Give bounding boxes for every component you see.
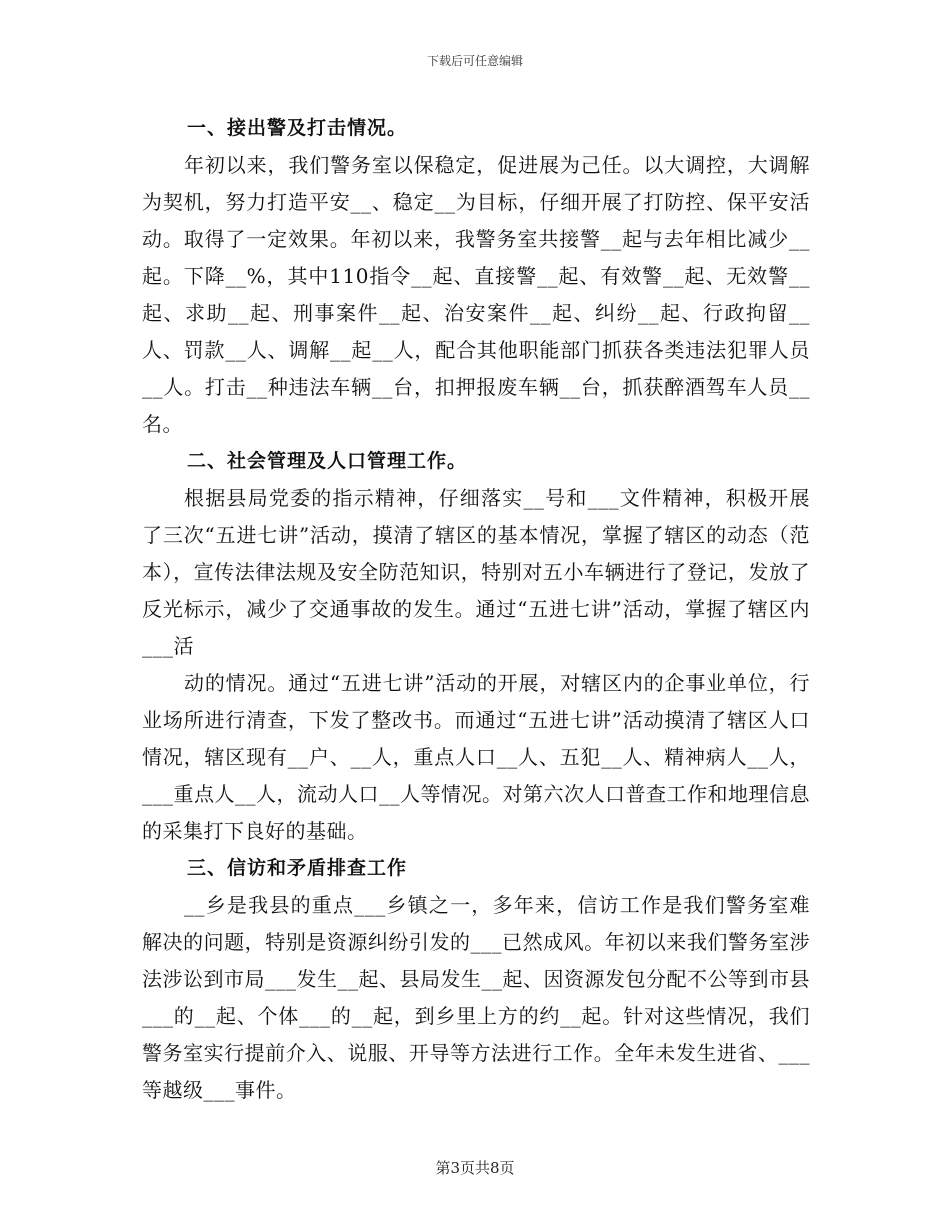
- page-header-note: 下载后可任意编辑: [426, 54, 523, 68]
- page-number: 第3页共8页: [435, 1159, 515, 1177]
- section-2-paragraph-2: 动的情况。通过“五进七讲”活动的开展，对辖区内的企事业单位，行业场所进行清查，下发了整改书。而通过“五进七讲”活动摸清了辖区人口情况，辖区现有__户、__人，重点人口__人、五犯__人、精神病人__人，___重点人__人，流动人口__人等情况。对第六次人口普查工作和地理信息的采集打下良好的基础。: [142, 671, 810, 843]
- section-heading-3: 三、信访和矛盾排查工作: [187, 857, 408, 879]
- section-3-paragraph: __乡是我县的重点___乡镇之一，多年来，信访工作是我们警务室难解决的问题，特别是资源纠纷引发的___已然成风。年初以来我们警务室涉法涉讼到市局___发生__起、县局发生__起、因资源发包分配不公等到市县___的__起、个体___的__起，到乡里上方的约__起。针对这些情况，我们警务室实行提前介入、说服、开导等方法进行工作。全年未发生进省、___等越级___事件。: [142, 893, 810, 1102]
- section-heading-1: 一、接出警及打击情况。: [187, 117, 408, 139]
- section-2-paragraph-1: 根据县局党委的指示精神，仔细落实__号和___文件精神，积极开展了三次“五进七讲”活动，摸清了辖区的基本情况，掌握了辖区的动态（范本），宣传法律法规及安全防范知识，特别对五小车辆进行了登记，发放了反光标示，减少了交通事故的发生。通过“五进七讲”活动，掌握了辖区内___活: [142, 486, 810, 658]
- document-body: [142, 110, 810, 1109]
- section-heading-2: 二、社会管理及人口管理工作。: [187, 450, 468, 472]
- section-1-paragraph: 年初以来，我们警务室以保稳定，促进展为己任。以大调控，大调解为契机，努力打造平安__、稳定__为目标，仔细开展了打防控、保平安活动。取得了一定效果。年初以来，我警务室共接警__起与去年相比减少__起。下降__%，其中110指令__起、直接警__起、有效警__起、无效警__起、求助__起、刑事案件__起、治安案件__起、纠纷__起、行政拘留__人、罚款__人、调解__起__人，配合其他职能部门抓获各类违法犯罪人员__人。打击__种违法车辆__台，扣押报废车辆__台，抓获醉酒驾车人员__名。: [142, 153, 810, 436]
